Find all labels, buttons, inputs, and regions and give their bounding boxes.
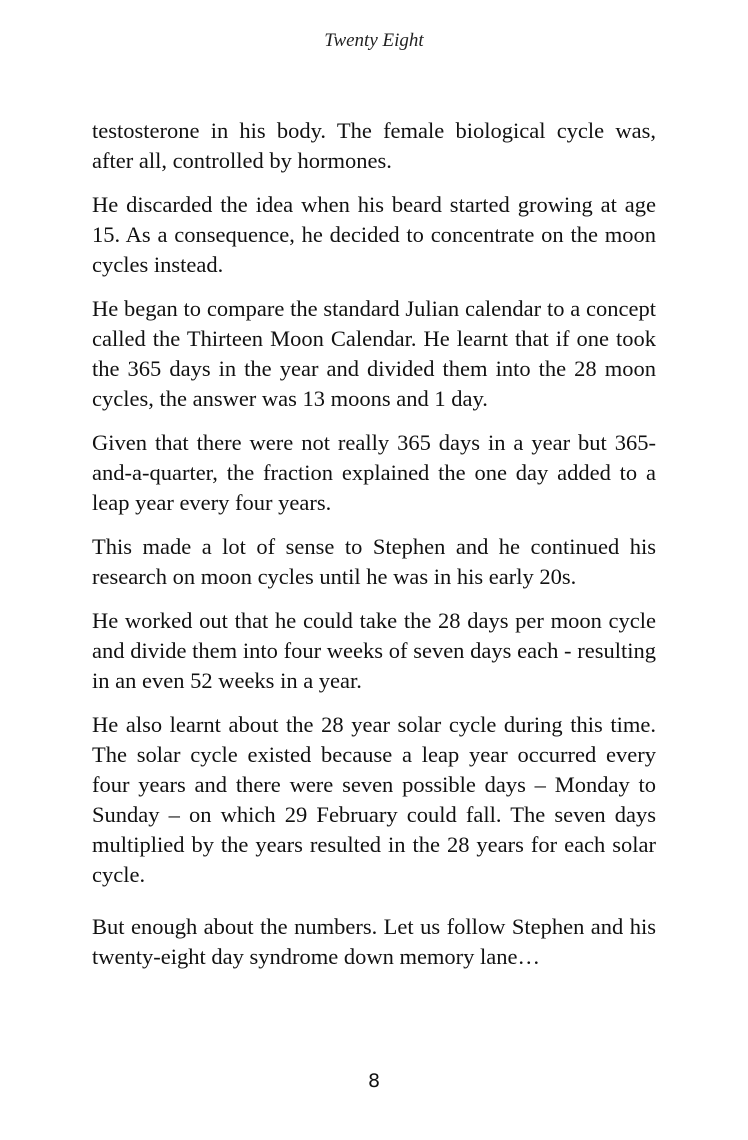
paragraph: He began to compare the standard Julian calendar to a concept called the Thirteen Moon Calendar. He learnt that if one took the 365 days in the year and divided them into the 28 moon cycles, the answer was 13 moons and 1 day. (92, 296, 656, 411)
body-text (92, 116, 656, 986)
paragraph: He discarded the idea when his beard started growing at age 15. As a consequence, he decided to concentrate on the moon cycles instead. (92, 192, 656, 277)
paragraph: testosterone in his body. The female biological cycle was, after all, controlled by hormones. (92, 118, 656, 173)
page-number: 8 (367, 1070, 381, 1092)
paragraph: He also learnt about the 28 year solar cycle during this time. The solar cycle existed because a leap year occurred every four years and there were seven possible days – Monday to Sunday – on which 29 February could fall. The seven days multiplied by the years resulted in the 28 years for each solar cycle. (92, 712, 656, 887)
running-header: Twenty Eight (324, 30, 424, 51)
paragraph: He worked out that he could take the 28 days per moon cycle and divide them into four weeks of seven days each - resulting in an even 52 weeks in a year. (92, 608, 656, 693)
paragraph: Given that there were not really 365 days in a year but 365-and-a-quarter, the fraction explained the one day added to a leap year every four years. (92, 430, 656, 515)
paragraph: But enough about the numbers. Let us follow Stephen and his twenty-eight day syndrome down memory lane… (92, 914, 656, 969)
paragraph: This made a lot of sense to Stephen and he continued his research on moon cycles until he was in his early 20s. (92, 534, 656, 589)
